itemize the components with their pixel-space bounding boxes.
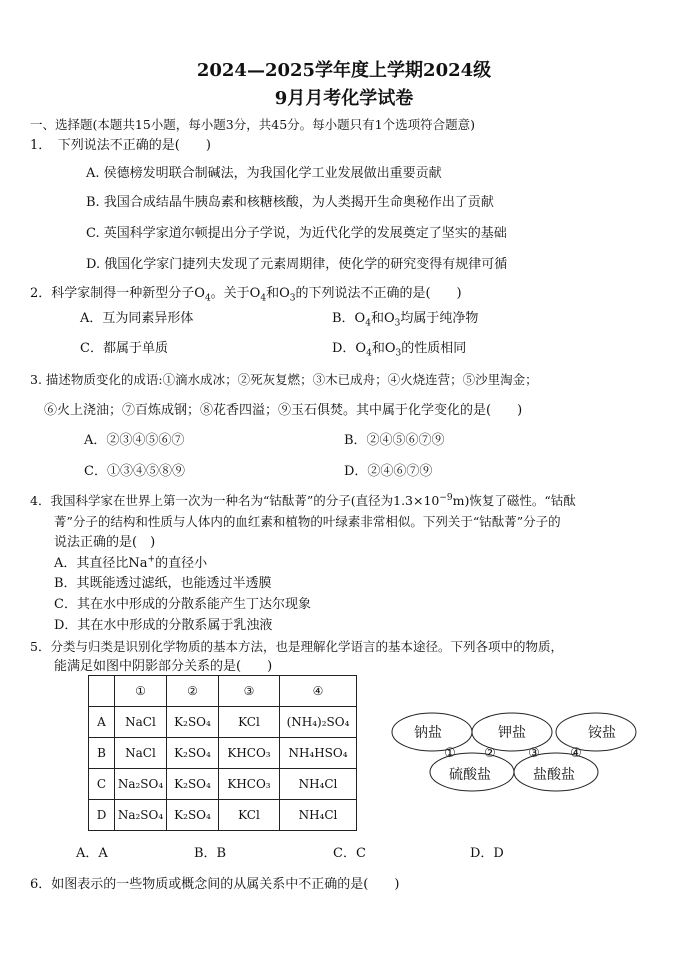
q3-option-d: D．②④⑥⑦⑨ [344, 464, 433, 479]
table-header-row [89, 676, 357, 707]
q2-stem: 2．科学家制得一种新型分子$O_4$。关于$O_4$和$O_3$的下列说法不正确的是( ) [30, 286, 462, 304]
table-row [89, 800, 357, 831]
q4-option-d: D．其在水中形成的分散系属于乳浊液 [54, 618, 273, 633]
table-cell: K₂SO₄ [167, 769, 219, 800]
table-cell: KCl [219, 800, 280, 831]
q2-option-d: D．$O_4$和$O_3$的性质相同 [332, 341, 467, 359]
q3-option-c: C．①③④⑤⑧⑨ [84, 464, 185, 479]
table-cell: NH₄HSO₄ [280, 738, 357, 769]
venn-label-potassium: 钾盐 [498, 725, 526, 741]
table-cell: KHCO₃ [219, 738, 280, 769]
q3-stem-line1: 3. 描述物质变化的成语:①滴水成冰；②死灰复燃；③木已成舟；④火烧连营；⑤沙里淘金； [30, 372, 538, 387]
q1-option-a: A. 侯德榜发明联合制碱法，为我国化学工业发展做出重要贡献 [86, 166, 442, 181]
venn-label-sodium: 钠盐 [414, 725, 442, 741]
table-row [89, 738, 357, 769]
table-cell: Na₂SO₄ [115, 769, 167, 800]
q3-option-a: A．②③④⑤⑥⑦ [84, 433, 185, 448]
q4-stem-line2: 菁”分子的结构和性质与人体内的血红素和植物的叶绿素非常相似。下列关于“钴酞菁”分子的 [54, 514, 561, 529]
table-cell: NaCl [115, 707, 167, 738]
table-row [89, 769, 357, 800]
table-header-cell: ④ [280, 676, 357, 707]
q1-stem: 1． 下列说法不正确的是( ) [30, 138, 211, 153]
table-cell: K₂SO₄ [167, 738, 219, 769]
q6-stem: 6．如图表示的一些物质或概念间的从属关系中不正确的是( ) [30, 877, 400, 892]
q5-option-a: A．A [76, 846, 108, 861]
table-cell: A [89, 707, 115, 738]
q4-stem-line1: 4．我国科学家在世界上第一次为一种名为“钴酞菁”的分子(直径为$1.3\times 10^{-9}m$)恢复了磁性。“钴酞 [30, 492, 576, 508]
table-cell: NH₄Cl [280, 800, 357, 831]
table-cell: Na₂SO₄ [115, 800, 167, 831]
q4-option-a: A．其直径比Na+的直径小 [54, 554, 208, 571]
table-header-cell [89, 676, 115, 707]
q3-option-b: B．②④⑤⑥⑦⑨ [344, 433, 445, 448]
table-cell: NaCl [115, 738, 167, 769]
q5-options-table [88, 675, 357, 831]
section-heading: 一、选择题(本题共15小题，每小题3分，共45分。每小题只有1个选项符合题意) [30, 117, 475, 132]
q2-option-a: A．互为同素异形体 [80, 311, 194, 326]
table-header-cell: ③ [219, 676, 280, 707]
q4-stem-line3: 说法正确的是( ) [54, 535, 156, 550]
venn-diagram [388, 712, 644, 796]
venn-mark-1: ① [444, 746, 456, 761]
q5-option-c: C．C [333, 846, 366, 861]
table-cell: KCl [219, 707, 280, 738]
table-header-cell: ① [115, 676, 167, 707]
q3-stem-line2: ⑥火上浇油；⑦百炼成钢；⑧花香四溢；⑨玉石俱焚。其中属于化学变化的是( ) [44, 403, 523, 418]
venn-mark-2: ② [484, 746, 496, 761]
table-cell: K₂SO₄ [167, 800, 219, 831]
venn-label-chloride: 盐酸盐 [533, 767, 575, 783]
table-cell: B [89, 738, 115, 769]
table-cell: KHCO₃ [219, 769, 280, 800]
table-cell: (NH₄)₂SO₄ [280, 707, 357, 738]
venn-label-ammonium: 铵盐 [588, 725, 616, 741]
table-cell: K₂SO₄ [167, 707, 219, 738]
q1-option-d: D. 俄国化学家门捷列夫发现了元素周期律，使化学的研究变得有规律可循 [86, 257, 508, 272]
exam-title-line1: 2024—2025学年度上学期2024级 [196, 60, 492, 81]
venn-label-sulfate: 硫酸盐 [449, 767, 491, 783]
q2-option-c: C．都属于单质 [80, 341, 168, 356]
q4-option-c: C．其在水中形成的分散系能产生丁达尔现象 [54, 597, 311, 612]
exam-title-line2: 9月月考化学试卷 [274, 88, 414, 109]
table-header-cell: ② [167, 676, 219, 707]
q2-option-b: B．$O_4$和$O_3$均属于纯净物 [332, 311, 479, 329]
table-row [89, 707, 357, 738]
q5-stem-line2: 能满足如图中阴影部分关系的是( ) [54, 659, 273, 674]
venn-mark-4: ④ [570, 746, 582, 761]
q5-option-b: B．B [194, 846, 227, 861]
table-cell: D [89, 800, 115, 831]
table-cell: NH₄Cl [280, 769, 357, 800]
table-cell: C [89, 769, 115, 800]
q5-stem-line1: 5．分类与归类是识别化学物质的基本方法，也是理解化学语言的基本途径。下列各项中的物质， [30, 639, 563, 654]
q1-option-b: B. 我国合成结晶牛胰岛素和核糖核酸，为人类揭开生命奥秘作出了贡献 [86, 195, 494, 210]
q1-option-c: C. 英国科学家道尔顿提出分子学说，为近代化学的发展奠定了坚实的基础 [86, 226, 507, 241]
q5-option-d: D．D [470, 846, 504, 861]
q4-option-b: B．其既能透过滤纸，也能透过半透膜 [54, 576, 272, 591]
venn-mark-3: ③ [528, 746, 540, 761]
